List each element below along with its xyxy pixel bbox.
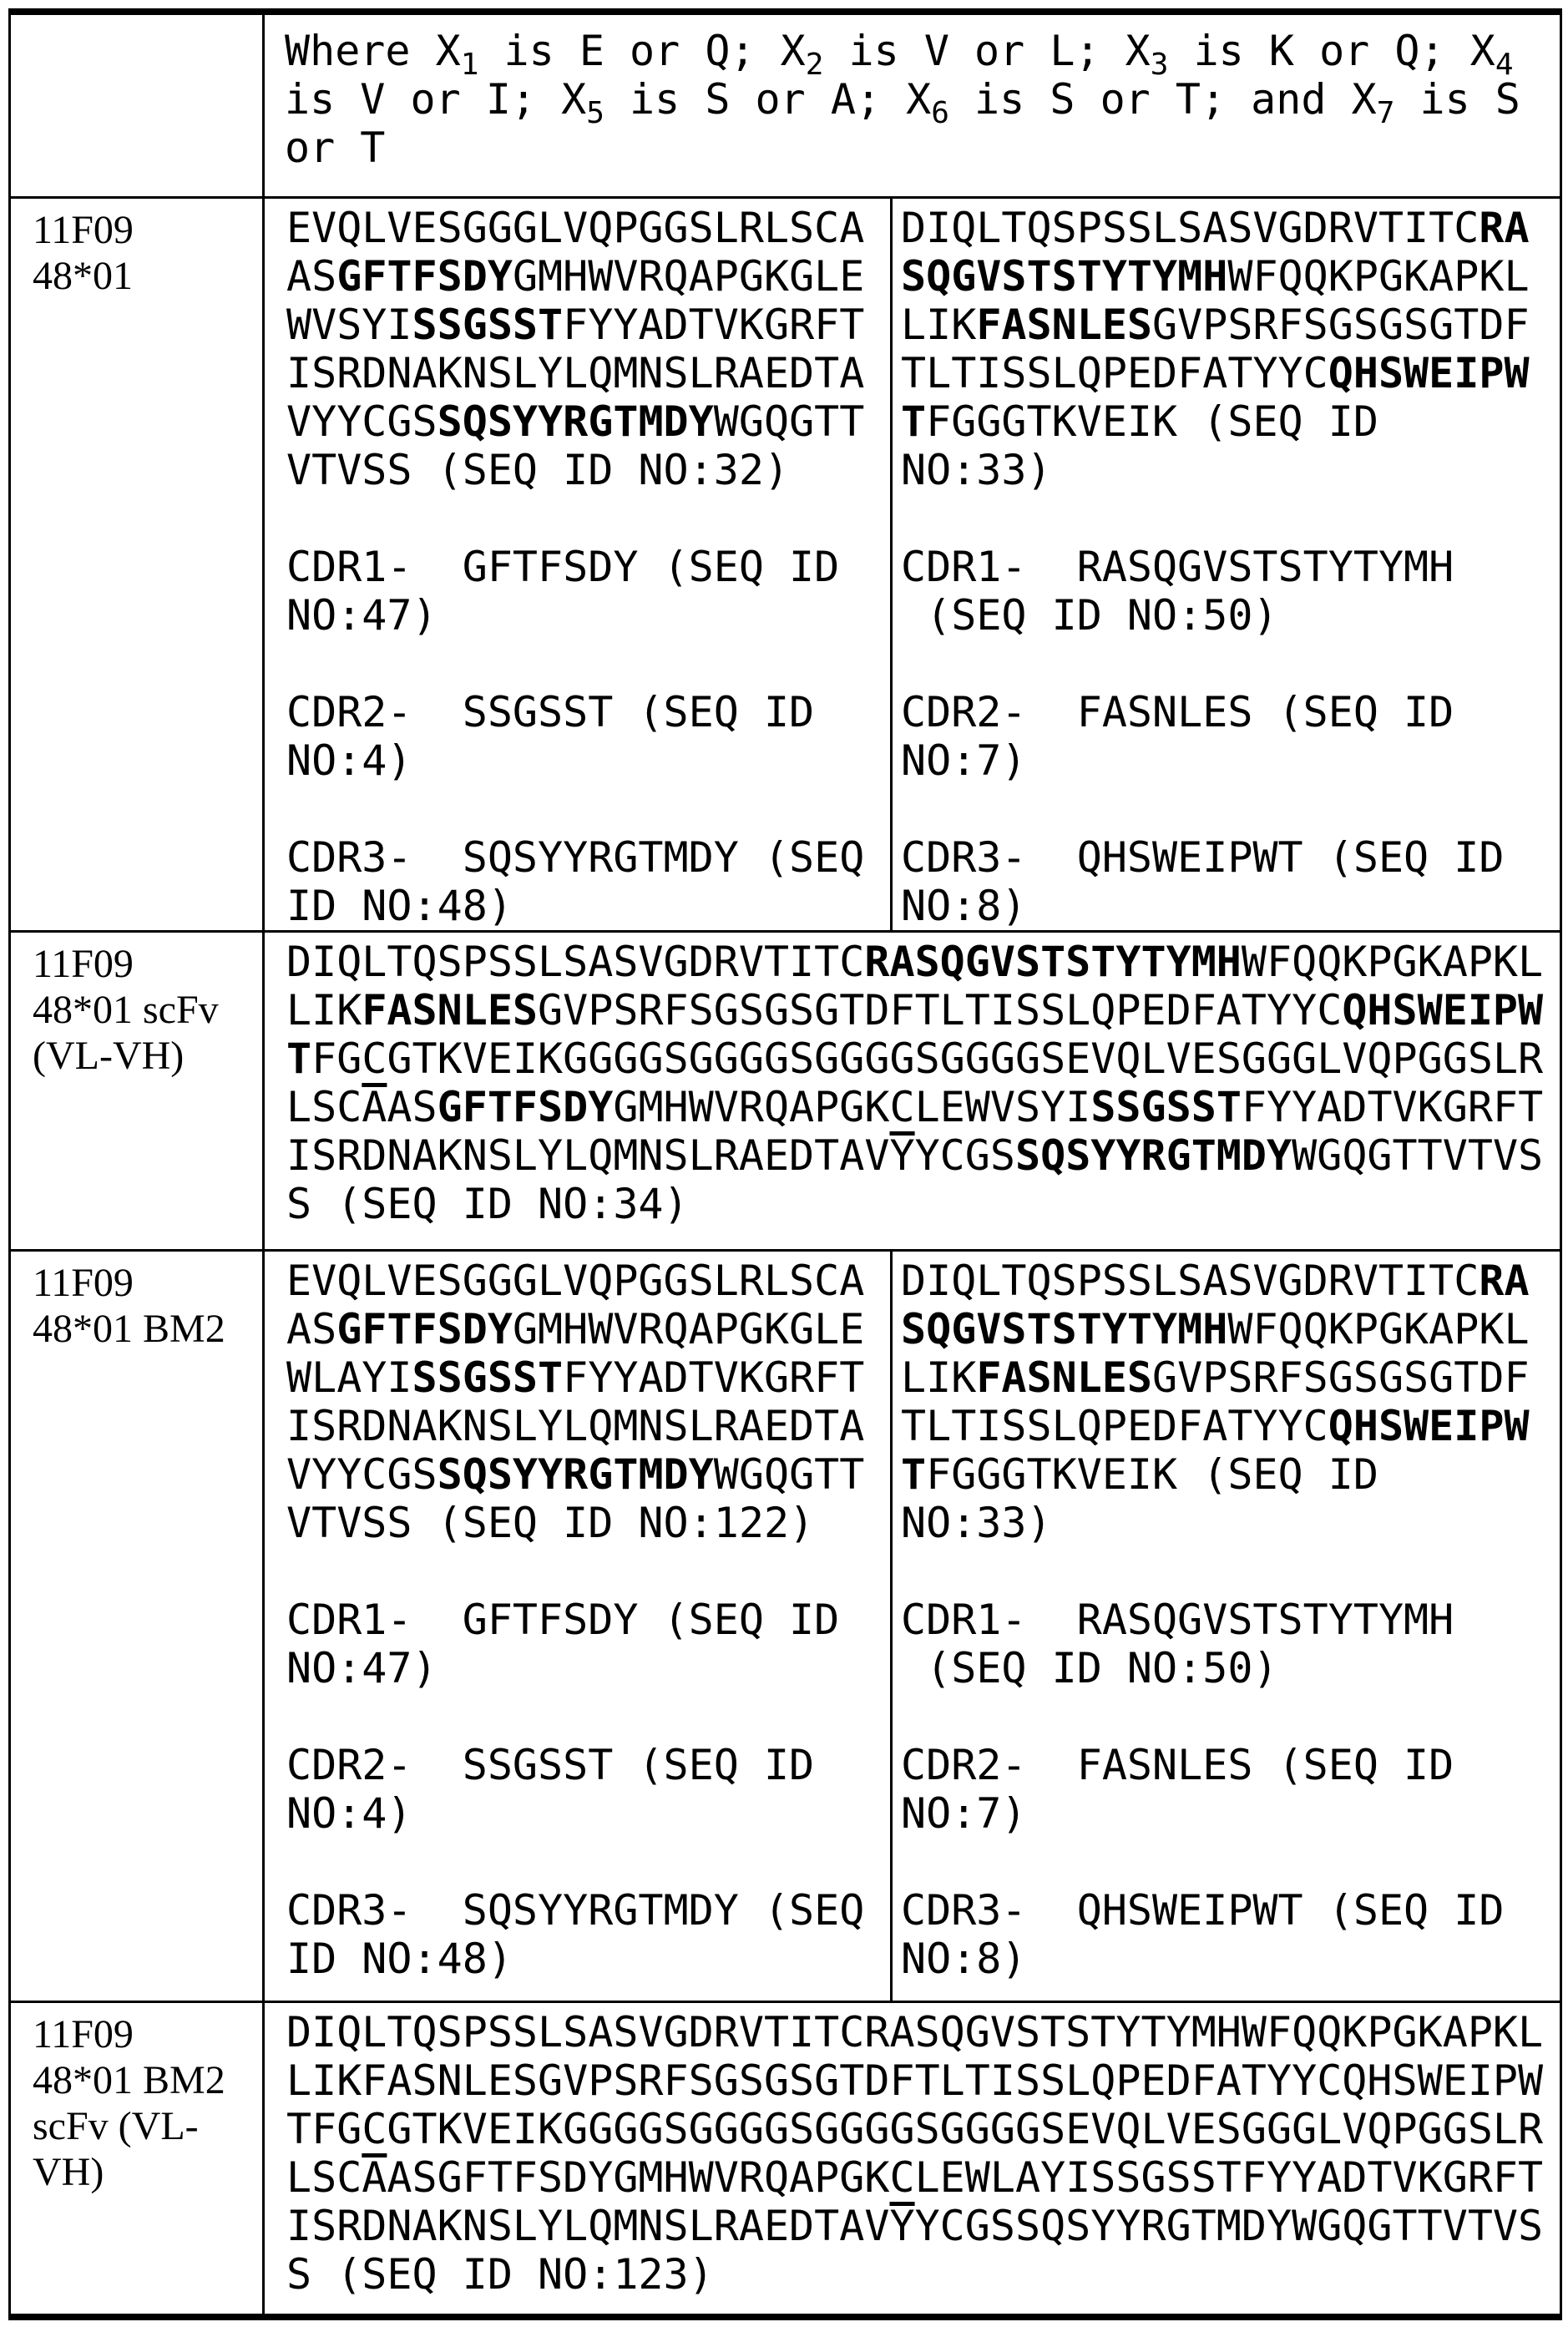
vl-sequence-cell: DIQLTQSPSSLSASVGDRVTITCRA SQGVSTSTYTYMHWFQQKPGKAPKL LIKFASNLESGVPSRFSGSGSGTDF TLTISSLQPEDFATYYCQHSWEIPW TFGGGTKVEIK (SEQ ID NO:33) CDR1- RASQGVSTSTYTYMH (SEQ ID NO:50) CDR2- FASNLES (SEQ ID NO:7) CDR3- QHSWEIPWT (SEQ ID NO:8) [892,197,1561,931]
vh-sequence-cell: EVQLVESGGGLVQPGGSLRLSCA ASGFTFSDYGMHWVRQAPGKGLE WVSYISSGSSTFYYADTVKGRFT ISRDNAKNSLYLQMNSLRAEDTA VYYCGSSQSYYRGTMDYWGQGTT VTVSS (SEQ ID NO:32) CDR1- GFTFSDY (SEQ ID NO:47) CDR2- SSGSST (SEQ ID NO:4) CDR3- SQSYYRGTMDY (SEQ ID NO:48) [264,197,892,931]
antibody-label: 11F09 48*01 BM2 scFv (VL- VH) [10,2001,264,2317]
scfv-sequence-cell: DIQLTQSPSSLSASVGDRVTITCRASQGVSTSTYTYMHWFQQKPGKAPKL LIKFASNLESGVPSRFSGSGSGTDFTLTISSLQPEDFATYYCQHSWEIPW TFGCGTKVEIKGGGGSGGGGSGGGGSGGGGSEVQLVESGGGLVQPGGSLR LSCAASGFTFSDYGMHWVRQAPGKCLEWLAYISSGSSTFYYADTVKGRFT ISRDNAKNSLYLQMNSLRAEDTAVYYCGSSQSYYRGTMDYWGQGTTVTVS S (SEQ ID NO:123) [264,2001,1561,2317]
table-row-11F09-48-01 [10,197,1561,931]
antibody-label: 11F09 48*01 scFv (VL-VH) [10,931,264,1250]
sequence-table [8,8,1562,2320]
antibody-label: 11F09 48*01 BM2 [10,1250,264,2001]
vh-sequence-cell: EVQLVESGGGLVQPGGSLRLSCA ASGFTFSDYGMHWVRQAPGKGLE WLAYISSGSSTFYYADTVKGRFT ISRDNAKNSLYLQMNSLRAEDTA VYYCGSSQSYYRGTMDYWGQGTT VTVSS (SEQ ID NO:122) CDR1- GFTFSDY (SEQ ID NO:47) CDR2- SSGSST (SEQ ID NO:4) CDR3- SQSYYRGTMDY (SEQ ID NO:48) [264,1250,892,2001]
antibody-label: 11F09 48*01 [10,197,264,931]
variable-definition-cell: Where $X_1$ is E or Q; $X_2$ is V or L; $X_3$ is K or Q; $X_4$ is V or I; $X_5$ is S or A; $X_6$ is S or T; and $X_7$ is S or T [264,12,1561,197]
vl-sequence-cell: DIQLTQSPSSLSASVGDRVTITCRA SQGVSTSTYTYMHWFQQKPGKAPKL LIKFASNLESGVPSRFSGSGSGTDF TLTISSLQPEDFATYYCQHSWEIPW TFGGGTKVEIK (SEQ ID NO:33) CDR1- RASQGVSTSTYTYMH (SEQ ID NO:50) CDR2- FASNLES (SEQ ID NO:7) CDR3- QHSWEIPWT (SEQ ID NO:8) [892,1250,1561,2001]
table-row-11F09-48-01-BM2-scFv [10,2001,1561,2317]
table-row-variable-note [10,12,1561,197]
table-row-11F09-48-01-scFv [10,931,1561,1250]
empty-corner-cell [10,12,264,197]
table-row-11F09-48-01-BM2 [10,1250,1561,2001]
scfv-sequence-cell: DIQLTQSPSSLSASVGDRVTITCRASQGVSTSTYTYMHWFQQKPGKAPKL LIKFASNLESGVPSRFSGSGSGTDFTLTISSLQPEDFATYYCQHSWEIPW TFGCGTKVEIKGGGGSGGGGSGGGGSGGGGSEVQLVESGGGLVQPGGSLR LSCAASGFTFSDYGMHWVRQAPGKCLEWVSYISSGSSTFYYADTVKGRFT ISRDNAKNSLYLQMNSLRAEDTAVYYCGSSQSYYRGTMDYWGQGTTVTVS S (SEQ ID NO:34) [264,931,1561,1250]
